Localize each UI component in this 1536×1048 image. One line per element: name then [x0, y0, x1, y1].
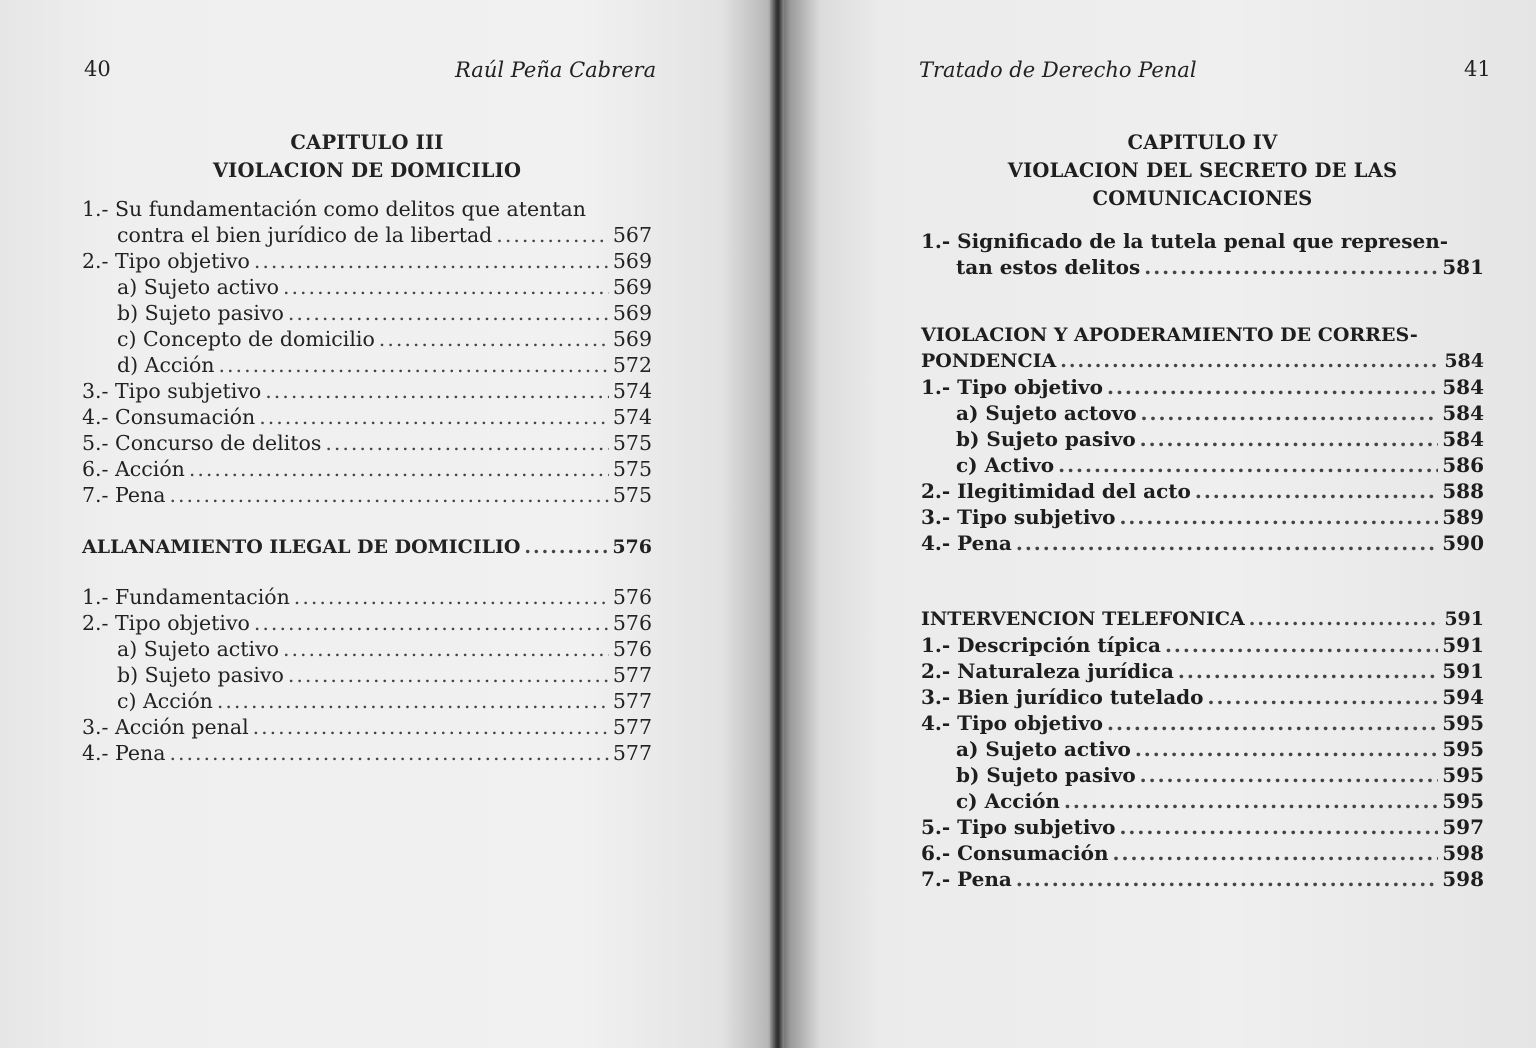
section-heading: VIOLACION Y APODERAMIENTO DE CORRES-: [921, 324, 1418, 346]
toc-entry: 7.- Pena ..... 575: [82, 482, 652, 508]
toc-entry: b) Sujeto pasivo ..... 569: [82, 300, 652, 326]
toc-entry: 2.- Ilegitimidad del acto ..... 588: [921, 478, 1484, 504]
toc-entry: 1.- Descripción típica ..... 591: [921, 632, 1484, 658]
toc-entry: 3.- Tipo subjetivo ..... 574: [82, 378, 652, 404]
toc-entry: 4.- Consumación ..... 574: [82, 404, 652, 430]
toc-entry: 5.- Concurso de delitos ..... 575: [82, 430, 652, 456]
toc-entry: tan estos delitos ..... 581: [921, 254, 1484, 280]
toc-entry: a) Sujeto actovo ..... 584: [921, 400, 1484, 426]
toc-entry: a) Sujeto activo ..... 569: [82, 274, 652, 300]
chapter-title: CAPITULO III: [290, 131, 444, 154]
toc-entry: 2.- Tipo objetivo ..... 576: [82, 610, 652, 636]
toc-entry: b) Sujeto pasivo ..... 584: [921, 426, 1484, 452]
toc-entry: 4.- Pena ..... 577: [82, 740, 652, 766]
toc-entry: c) Acción ..... 595: [921, 788, 1484, 814]
toc-entry: 1.- Significado de la tutela penal que represen-: [921, 229, 1449, 253]
toc-entry: 1.- Su fundamentación como delitos que atentan: [82, 197, 586, 221]
toc-entry: 3.- Tipo subjetivo ..... 589: [921, 504, 1484, 530]
section-heading: ALLANAMIENTO ILEGAL DE DOMICILIO ..... 576: [82, 534, 652, 560]
toc-entry: 6.- Acción ..... 575: [82, 456, 652, 482]
toc-entry: c) Acción ..... 577: [82, 688, 652, 714]
toc-entry: c) Concepto de domicilio ..... 569: [82, 326, 652, 352]
toc-entry: c) Activo ..... 586: [921, 452, 1484, 478]
left-page-number: 40: [84, 57, 111, 81]
toc-entry: contra el bien jurídico de la libertad ..... 567: [82, 222, 652, 248]
right-page: [775, 0, 1536, 1048]
chapter-subtitle: VIOLACION DE DOMICILIO: [212, 159, 522, 182]
right-page-number: 41: [1464, 57, 1491, 81]
section-heading-continued: PONDENCIA ..... 584: [921, 348, 1484, 374]
toc-entry: 3.- Acción penal ..... 577: [82, 714, 652, 740]
toc-entry: b) Sujeto pasivo ..... 577: [82, 662, 652, 688]
left-toc: [82, 130, 652, 766]
toc-entry: b) Sujeto pasivo ..... 595: [921, 762, 1484, 788]
book-gutter: [770, 0, 784, 1048]
toc-entry: 1.- Fundamentación ..... 576: [82, 584, 652, 610]
toc-entry: d) Acción ..... 572: [82, 352, 652, 378]
chapter-subtitle-continued: COMUNICACIONES: [1092, 187, 1313, 210]
right-toc: [921, 130, 1484, 892]
toc-entry: 3.- Bien jurídico tutelado ..... 594: [921, 684, 1484, 710]
toc-entry: 4.- Tipo objetivo ..... 595: [921, 710, 1484, 736]
toc-entry: 2.- Tipo objetivo ..... 569: [82, 248, 652, 274]
right-running-head: Tratado de Derecho Penal: [919, 58, 1197, 82]
section-heading: INTERVENCION TELEFONICA ..... 591: [921, 606, 1484, 632]
chapter-subtitle: VIOLACION DEL SECRETO DE LAS: [1007, 159, 1398, 182]
toc-entry: a) Sujeto activo ..... 595: [921, 736, 1484, 762]
left-running-head: Raúl Peña Cabrera: [455, 58, 657, 82]
toc-entry: 1.- Tipo objetivo ..... 584: [921, 374, 1484, 400]
chapter-title: CAPITULO IV: [1127, 131, 1278, 154]
toc-entry: 7.- Pena ..... 598: [921, 866, 1484, 892]
toc-entry: a) Sujeto activo ..... 576: [82, 636, 652, 662]
toc-entry: 6.- Consumación ..... 598: [921, 840, 1484, 866]
toc-entry: 5.- Tipo subjetivo ..... 597: [921, 814, 1484, 840]
toc-entry: 2.- Naturaleza jurídica ..... 591: [921, 658, 1484, 684]
toc-entry: 4.- Pena ..... 590: [921, 530, 1484, 556]
